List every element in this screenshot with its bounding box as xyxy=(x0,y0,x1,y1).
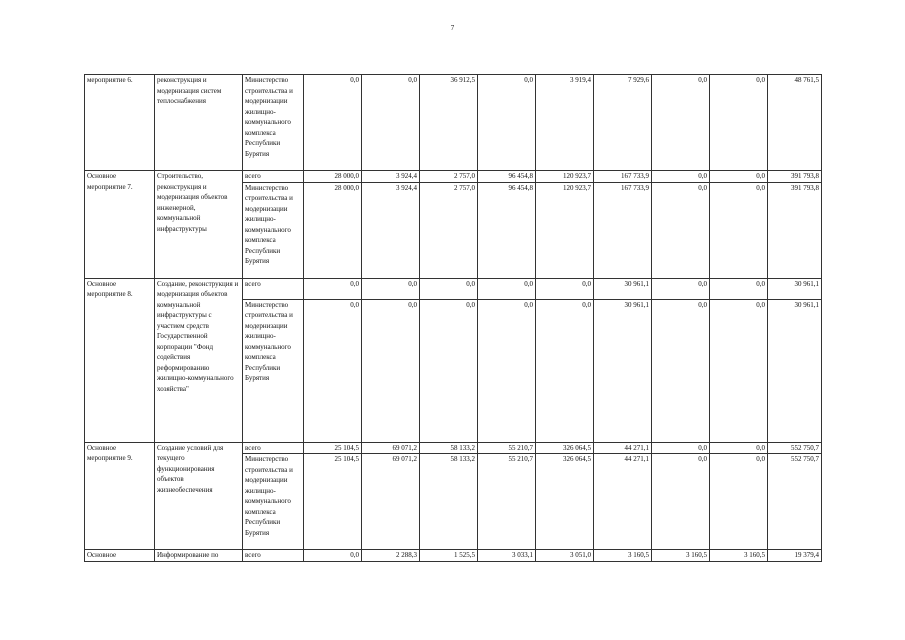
value-cell: 0,0 xyxy=(304,299,362,442)
funding-source: Министерство строительства и модернизации жилищно-коммунального комплекса Республики Бурятия xyxy=(243,299,304,442)
value-cell: 0,0 xyxy=(652,171,710,183)
value-cell: 0,0 xyxy=(710,278,768,299)
value-cell: 120 923,7 xyxy=(536,182,594,278)
funding-source: всего xyxy=(243,278,304,299)
total-cell: 391 793,8 xyxy=(768,171,822,183)
table-row xyxy=(85,442,822,454)
value-cell: 0,0 xyxy=(478,75,536,171)
value-cell: 58 133,2 xyxy=(420,454,478,550)
value-cell: 69 071,2 xyxy=(362,454,420,550)
value-cell: 0,0 xyxy=(304,75,362,171)
value-cell: 0,0 xyxy=(420,299,478,442)
page-number: 7 xyxy=(450,24,455,32)
value-cell: 0,0 xyxy=(710,299,768,442)
value-cell: 3 924,4 xyxy=(362,171,420,183)
value-cell: 44 271,1 xyxy=(594,454,652,550)
value-cell: 30 961,1 xyxy=(594,299,652,442)
measure-name: Основное мероприятие 8. xyxy=(85,278,155,442)
value-cell: 3 160,5 xyxy=(710,550,768,562)
funding-source: всего xyxy=(243,550,304,562)
measure-description: Строительство, реконструкция и модернизация объектов инженерной, коммунальной инфраструктуры xyxy=(155,171,243,279)
value-cell: 0,0 xyxy=(478,278,536,299)
value-cell: 0,0 xyxy=(362,75,420,171)
value-cell: 28 000,0 xyxy=(304,182,362,278)
value-cell: 0,0 xyxy=(362,299,420,442)
value-cell: 0,0 xyxy=(652,182,710,278)
value-cell: 0,0 xyxy=(710,182,768,278)
value-cell: 3 924,4 xyxy=(362,182,420,278)
value-cell: 44 271,1 xyxy=(594,442,652,454)
value-cell: 167 733,9 xyxy=(594,171,652,183)
value-cell: 30 961,1 xyxy=(594,278,652,299)
measure-description: Создание, реконструкция и модернизация объектов коммунальной инфраструктуры с участием средств Государственной корпорации "Фонд содействия реформированию жилищно-коммунального хозяйства" xyxy=(155,278,243,442)
value-cell: 96 454,8 xyxy=(478,182,536,278)
funding-source: всего xyxy=(243,171,304,183)
value-cell: 25 104,5 xyxy=(304,442,362,454)
value-cell: 55 210,7 xyxy=(478,454,536,550)
total-cell: 48 761,5 xyxy=(768,75,822,171)
measure-description: реконструкция и модернизация систем теплоснабжения xyxy=(155,75,243,171)
measure-description: Создание условий для текущего функционирования объектов жизнеобеспечения xyxy=(155,442,243,550)
measure-name: Основное xyxy=(85,550,155,562)
value-cell: 0,0 xyxy=(536,278,594,299)
value-cell: 3 051,0 xyxy=(536,550,594,562)
value-cell: 0,0 xyxy=(536,299,594,442)
value-cell: 2 757,0 xyxy=(420,171,478,183)
value-cell: 0,0 xyxy=(652,454,710,550)
value-cell: 0,0 xyxy=(304,550,362,562)
value-cell: 0,0 xyxy=(652,299,710,442)
value-cell: 3 033,1 xyxy=(478,550,536,562)
funding-source: Министерство строительства и модернизации жилищно-коммунального комплекса Республики Бурятия xyxy=(243,75,304,171)
value-cell: 0,0 xyxy=(478,299,536,442)
value-cell: 0,0 xyxy=(710,75,768,171)
value-cell: 25 104,5 xyxy=(304,454,362,550)
table-row xyxy=(85,550,822,562)
total-cell: 391 793,8 xyxy=(768,182,822,278)
value-cell: 0,0 xyxy=(710,454,768,550)
table-row xyxy=(85,278,822,299)
measure-name: Основное мероприятие 7. xyxy=(85,171,155,279)
value-cell: 1 525,5 xyxy=(420,550,478,562)
value-cell: 0,0 xyxy=(652,75,710,171)
table-row xyxy=(85,171,822,183)
table-row xyxy=(85,75,822,171)
measure-name: мероприятие 6. xyxy=(85,75,155,171)
total-cell: 19 379,4 xyxy=(768,550,822,562)
value-cell: 0,0 xyxy=(652,442,710,454)
value-cell: 3 160,5 xyxy=(652,550,710,562)
value-cell: 36 912,5 xyxy=(420,75,478,171)
value-cell: 0,0 xyxy=(710,171,768,183)
measure-description: Информирование по xyxy=(155,550,243,562)
value-cell: 3 160,5 xyxy=(594,550,652,562)
value-cell: 0,0 xyxy=(420,278,478,299)
value-cell: 7 929,6 xyxy=(594,75,652,171)
value-cell: 55 210,7 xyxy=(478,442,536,454)
value-cell: 28 000,0 xyxy=(304,171,362,183)
value-cell: 0,0 xyxy=(710,442,768,454)
total-cell: 30 961,1 xyxy=(768,278,822,299)
value-cell: 326 064,5 xyxy=(536,454,594,550)
measure-name: Основное мероприятие 9. xyxy=(85,442,155,550)
value-cell: 0,0 xyxy=(362,278,420,299)
funding-source: всего xyxy=(243,442,304,454)
value-cell: 69 071,2 xyxy=(362,442,420,454)
funding-source: Министерство строительства и модернизации жилищно-коммунального комплекса Республики Бурятия xyxy=(243,182,304,278)
value-cell: 0,0 xyxy=(304,278,362,299)
value-cell: 167 733,9 xyxy=(594,182,652,278)
funding-source: Министерство строительства и модернизации жилищно-коммунального комплекса Республики Бурятия xyxy=(243,454,304,550)
total-cell: 552 750,7 xyxy=(768,454,822,550)
value-cell: 2 757,0 xyxy=(420,182,478,278)
value-cell: 58 133,2 xyxy=(420,442,478,454)
budget-table xyxy=(84,74,822,562)
value-cell: 0,0 xyxy=(652,278,710,299)
value-cell: 96 454,8 xyxy=(478,171,536,183)
value-cell: 3 919,4 xyxy=(536,75,594,171)
total-cell: 30 961,1 xyxy=(768,299,822,442)
value-cell: 120 923,7 xyxy=(536,171,594,183)
value-cell: 326 064,5 xyxy=(536,442,594,454)
value-cell: 2 288,3 xyxy=(362,550,420,562)
total-cell: 552 750,7 xyxy=(768,442,822,454)
